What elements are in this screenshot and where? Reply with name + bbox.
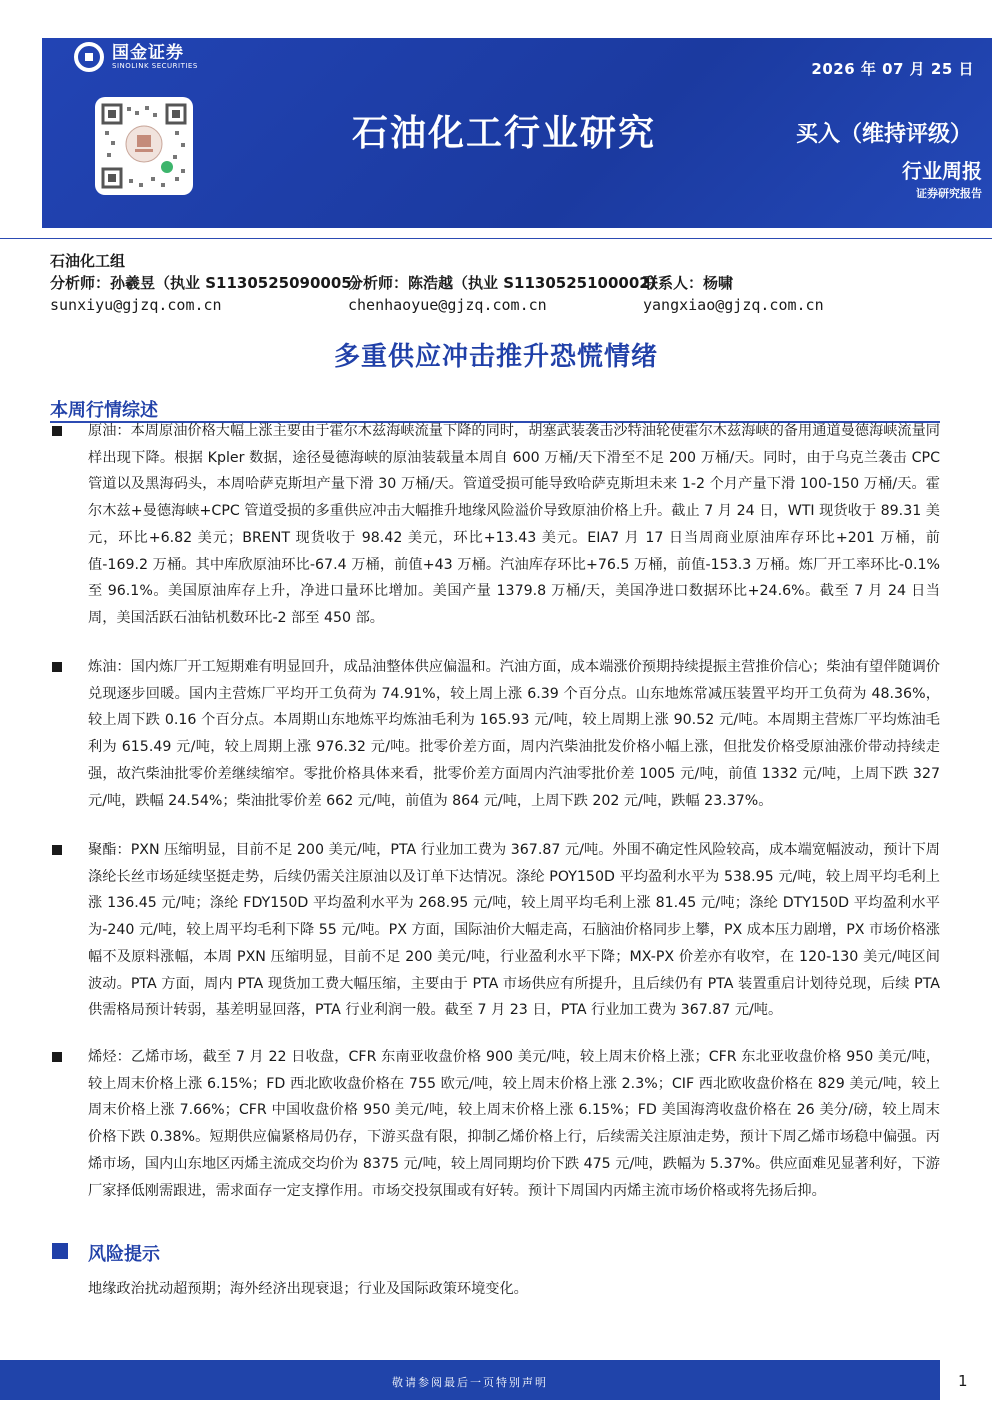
paragraph-polyester: 聚酯：PXN 压缩明显，目前不足 200 美元/吨，PTA 行业加工费为 367.87 元/吨。外围不确定性风险较高，成本端宽幅波动，预计下周涤纶长丝市场延续坚挺走势，后续仍需关注原油以及订单下达情况。涤纶 POY150D 平均盈利水平为 538.95 元/吨，较上周平均毛利上涨 136.45 元/吨；涤纶 FDY150D 平均盈利水平为 268.95 元/吨，较上周平均毛利上涨 81.45 元/吨；涤纶 DTY150D 平均盈利水平为-240 元/吨，较上周平均毛利下降 55 元/吨。PX 方面，国际油价大幅走高，石脑油价格同步上攀，PX 成本压力剧增，PX 市场价格涨幅不及原料涨幅，本周 PXN 压缩明显，目前不足 200 美元/吨，行业盈利水平下降；MX-PX 价差亦有收窄，在 120-130 美元/吨区间波动。PTA 方面，周内 PTA 现货加工费大幅压缩，主要由于 PTA 市场供应有所提升，且后续仍有 PTA 装置重启计划待兑现，后续 PTA 供需格局预计转弱，基差明显回落，PTA 行业利润一般。截至 7 月 23 日，PTA 行业加工费为 367.87 元/吨。 bbox=[88, 842, 940, 1019]
section-heading-risk: 风险提示 bbox=[88, 1244, 160, 1265]
analyst-1: 分析师：孙羲昱（执业 S1130525090005） bbox=[50, 274, 367, 292]
email-link-3[interactable]: yangxiao@gjzq.com.cn bbox=[643, 296, 824, 314]
company-logo bbox=[74, 42, 198, 72]
page-number: 1 bbox=[958, 1372, 968, 1390]
rating-label: 买入（维持评级） bbox=[795, 122, 972, 147]
analyst-2: 分析师：陈浩越（执业 S1130525100002） bbox=[348, 274, 665, 292]
logo-cn: 国金证券 bbox=[112, 42, 184, 63]
paragraph-olefins: 烯烃：乙烯市场，截至 7 月 22 日收盘，CFR 东南亚收盘价格 900 美元/吨，较上周末价格上涨；CFR 东北亚收盘价格 950 美元/吨，较上周末价格上涨 6.15%；FD 西北欧收盘价格在 755 欧元/吨，较上周末价格上涨 2.3%；CIF 西北欧收盘价格在 829 美元/吨，较上周末价格上涨 7.66%；CFR 中国收盘价格 950 美元/吨，较上周末价格上涨 6.15%；FD 美国海湾收盘价格在 26 美分/磅，较上周末价格下跌 0.38%。短期供应偏紧格局仍存，下游买盘有限，抑制乙烯价格上行，后续需关注原油走势，预计下周乙烯市场稳中偏强。丙烯市场，国内山东地区丙烯主流成交均价为 8375 元/吨，较上周同期均价下跌 475 元/吨，跌幅为 5.37%。供应面难见显著利好，下游厂家择低刚需跟进，需求面存一定支撑作用。市场交投氛围或有好转。预计下周国内丙烯主流市场价格或将先扬后抑。 bbox=[88, 1049, 940, 1199]
footer-disclaimer: 敬请参阅最后一页特别声明 bbox=[392, 1376, 548, 1389]
email-link-2[interactable]: chenhaoyue@gjzq.com.cn bbox=[348, 296, 547, 314]
logo-mark-icon bbox=[74, 42, 104, 72]
report-type: 行业周报 bbox=[902, 159, 982, 183]
risk-heading-marker-icon bbox=[52, 1243, 68, 1259]
qr-code-icon bbox=[95, 97, 193, 195]
bullet-icon bbox=[52, 845, 62, 855]
bullet-icon bbox=[52, 662, 62, 672]
contact-person: 联系人：杨啸 bbox=[643, 274, 734, 292]
report-subtitle: 证券研究报告 bbox=[916, 187, 982, 200]
paragraph-refining: 炼油：国内炼厂开工短期难有明显回升，成品油整体供应偏温和。汽油方面，成本端涨价预期持续提振主营推价信心；柴油有望伴随调价兑现逐步回暖。国内主营炼厂平均开工负荷为 74.91%，较上周上涨 6.39 个百分点。山东地炼常减压装置平均开工负荷为 48.36%，较上周下跌 0.16 个百分点。本周期山东地炼平均炼油毛利为 165.93 元/吨，较上周期上涨 90.52 元/吨。本周期主营炼厂平均炼油毛利为 615.49 元/吨，较上周期上涨 976.32 元/吨。批零价差方面，周内汽柴油批发价格小幅上涨，但批发价格受原油涨价带动持续走强，故汽柴油批零价差继续缩窄。零批价格具体来看，批零价差方面周内汽油零批价差 1005 元/吨，前值 1332 元/吨，上周下跌 327 元/吨，跌幅 24.54%；柴油批零价差 662 元/吨，前值为 864 元/吨，上周下跌 202 元/吨，跌幅 23.37%。 bbox=[88, 659, 940, 809]
email-link-1[interactable]: sunxiyu@gjzq.com.cn bbox=[50, 296, 222, 314]
document-title: 多重供应冲击推升恐慌情绪 bbox=[333, 342, 658, 372]
banner-accent bbox=[0, 28, 60, 38]
header-divider bbox=[0, 238, 992, 239]
logo-en: SINOLINK SECURITIES bbox=[112, 61, 198, 70]
section-heading-summary: 本周行情综述 bbox=[50, 400, 158, 421]
risk-text: 地缘政治扰动超预期；海外经济出现衰退；行业及国际政策环境变化。 bbox=[88, 1281, 528, 1297]
report-date: 2026 年 07 月 25 日 bbox=[811, 60, 974, 78]
paragraph-crude-oil: 原油：本周原油价格大幅上涨主要由于霍尔木兹海峡流量下降的同时，胡塞武装袭击沙特油轮使霍尔木兹海峡的备用通道曼德海峡流量同样出现下降。根据 Kpler 数据，途径曼德海峡的原油装载量本周自 600 万桶/天下滑至不足 200 万桶/天。同时，由于乌克兰袭击 CPC 管道以及黑海码头，本周哈萨克斯坦产量下滑 30 万桶/天。管道受损可能导致哈萨克斯坦未来 1-2 个月产量下滑 100-150 万桶/天。霍尔木兹+曼德海峡+CPC 管道受损的多重供应冲击大幅推升地缘风险溢价导致原油价格上升。截止 7 月 24 日，WTI 现货收于 89.31 美元，环比+6.82 美元；BRENT 现货收于 98.42 美元，环比+13.43 美元。EIA7 月 17 日当周商业原油库存环比+201 万桶，前值-169.2 万桶。其中库欣原油环比-67.4 万桶，前值+43 万桶。汽油库存环比+76.5 万桶，前值-153.3 万桶。炼厂开工率环比-0.1%至 96.1%。美国原油库存上升，净进口量环比增加。美国产量 1379.8 万桶/天，美国净进口数据环比+24.6%。截至 7 月 24 日当周，美国活跃石油钻机数环比-2 部至 450 部。 bbox=[88, 423, 940, 626]
report-title: 石油化工行业研究 bbox=[352, 113, 657, 154]
bullet-icon bbox=[52, 426, 62, 436]
bullet-icon bbox=[52, 1052, 62, 1062]
research-group: 石油化工组 bbox=[50, 252, 126, 270]
